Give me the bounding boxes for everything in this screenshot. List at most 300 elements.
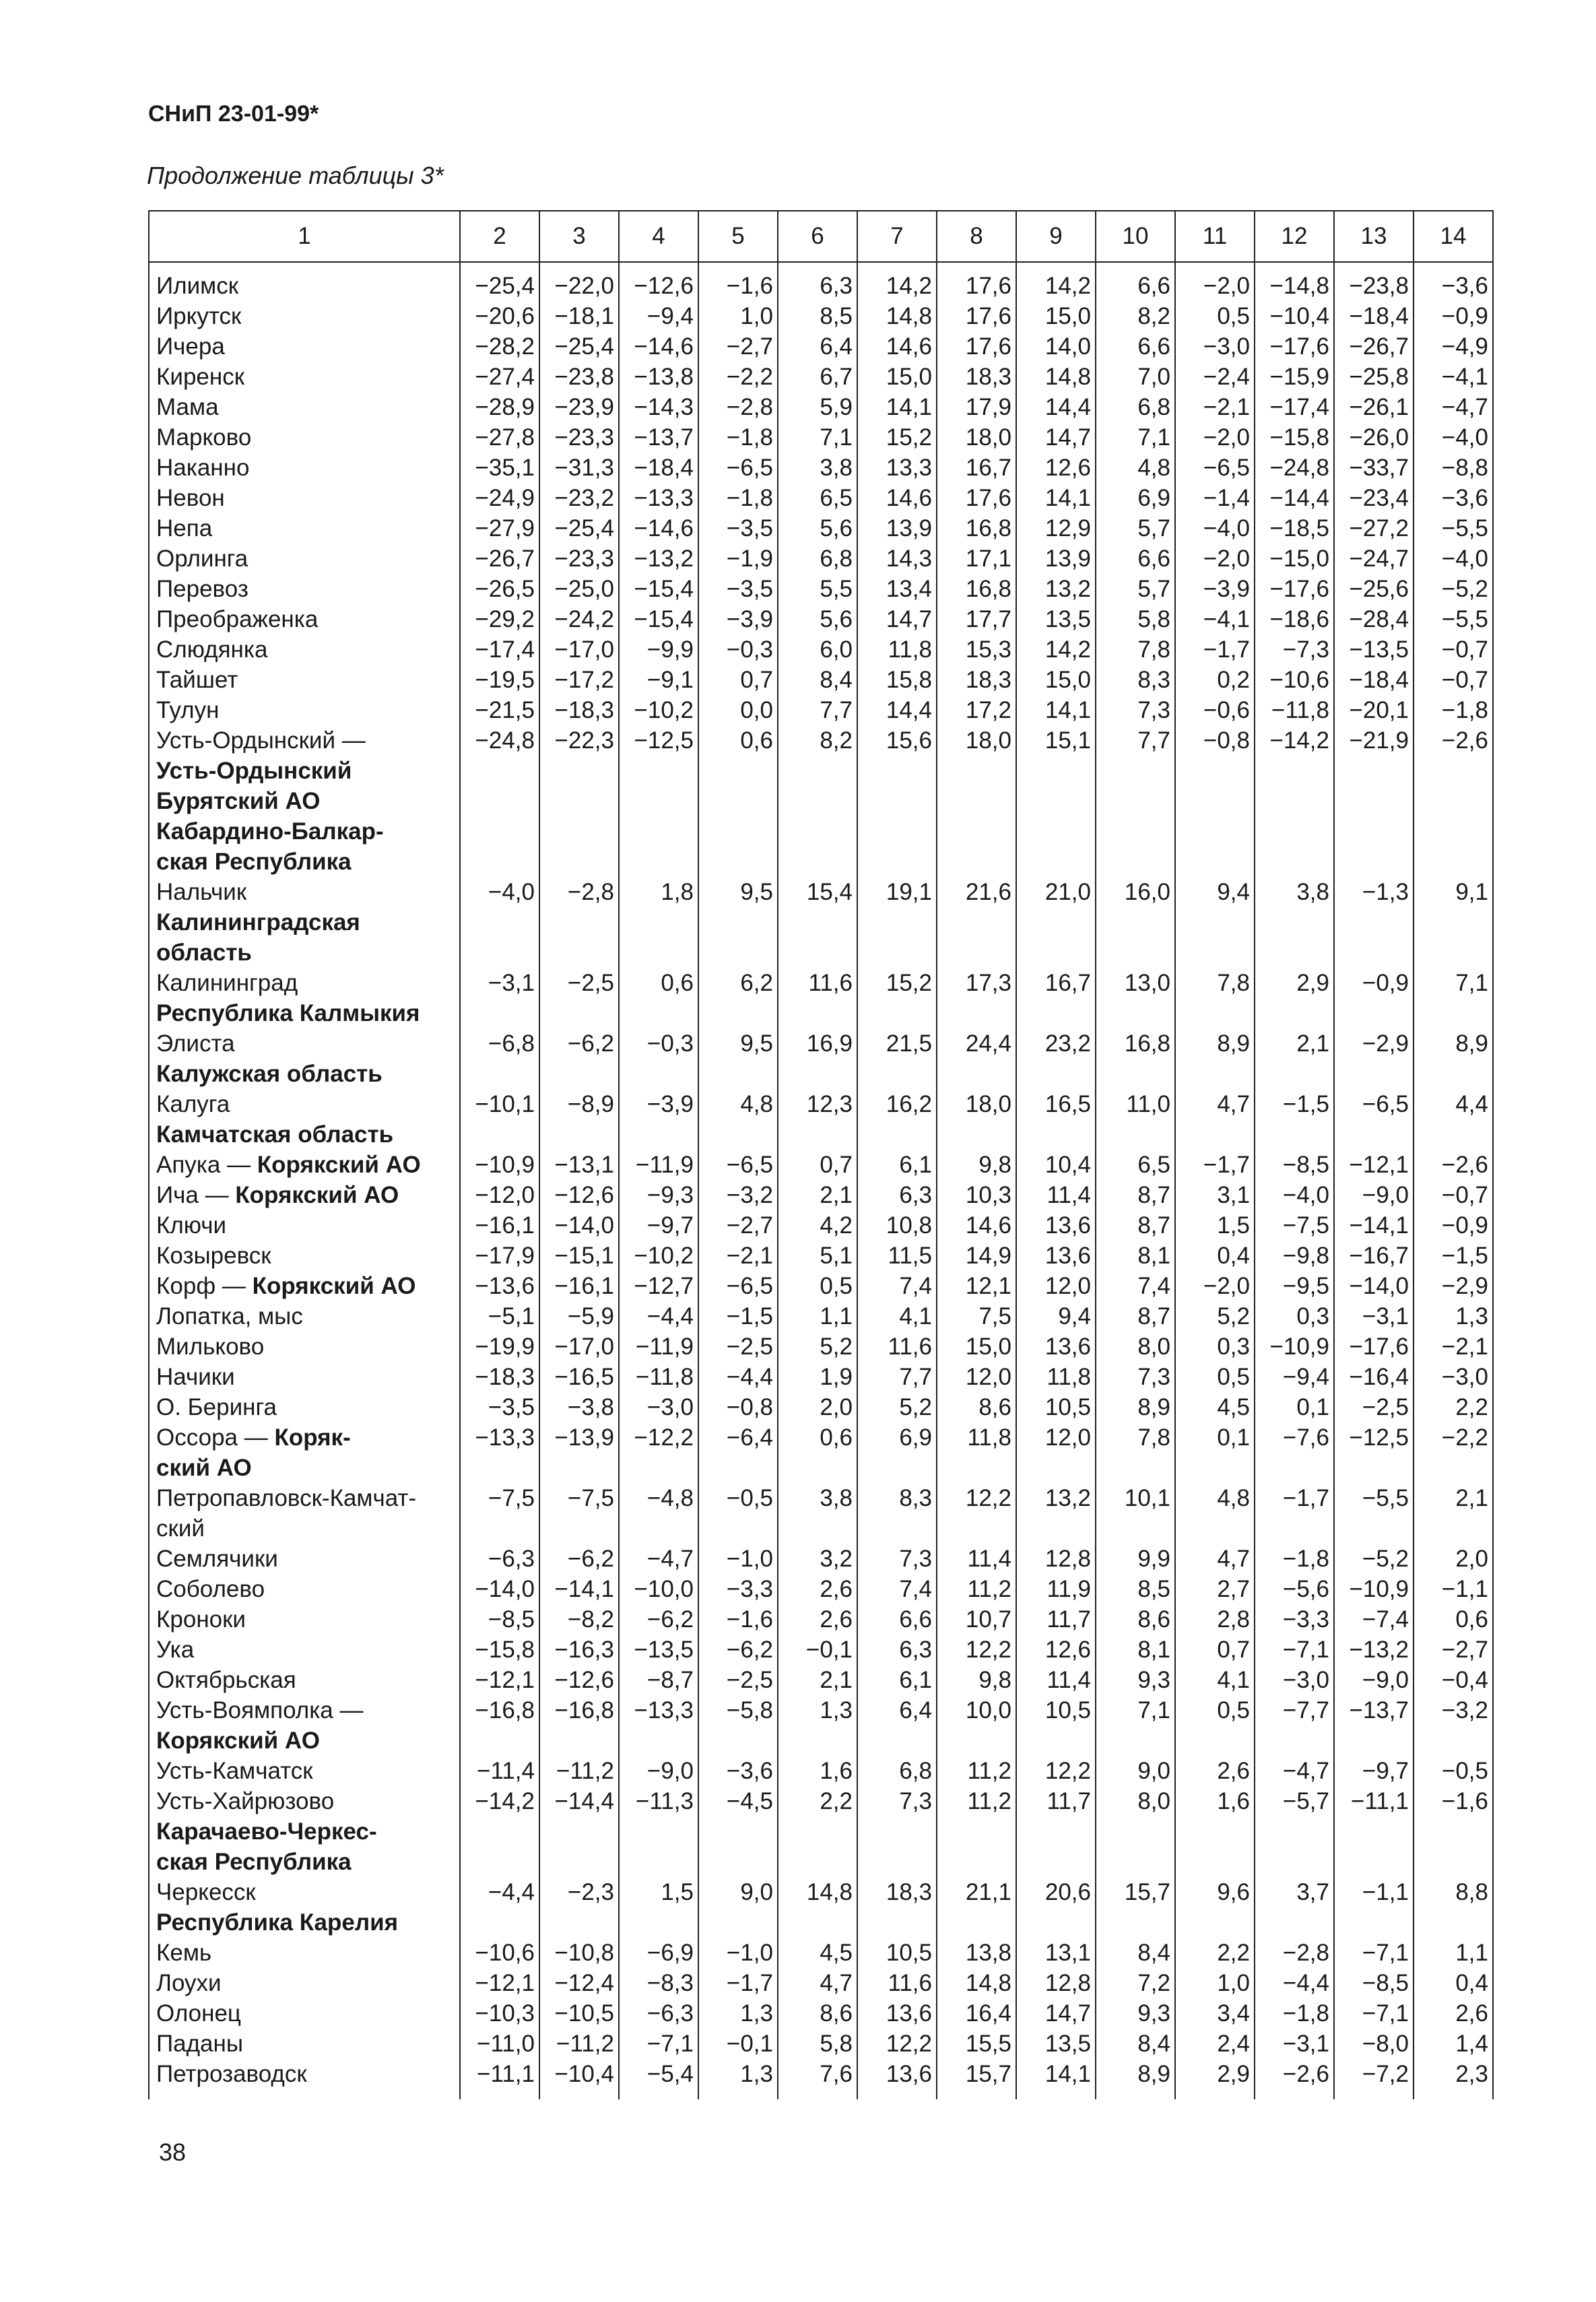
- value-cell-col-12: −5,6: [1255, 1574, 1334, 1604]
- value-cell-col-6: 1,9: [778, 1362, 857, 1392]
- value-cell-col-10: 6,9: [1096, 483, 1175, 513]
- value-cell-col-11: −1,7: [1175, 634, 1255, 665]
- climate-table-container: [148, 210, 1492, 2113]
- value-cell-col-4: −9,4: [619, 301, 698, 331]
- station-name: [149, 695, 460, 725]
- value-cell-col-2: [460, 1059, 539, 1089]
- value-cell-col-2: −15,8: [460, 1635, 539, 1665]
- value-cell-col-9: 15,0: [1016, 301, 1096, 331]
- value-cell-col-5: −4,4: [698, 1362, 778, 1392]
- value-cell-col-4: −12,2: [619, 1422, 698, 1453]
- value-cell-col-9: 15,0: [1016, 665, 1096, 695]
- station-name-text: Республика Карелия: [156, 1909, 399, 1936]
- table-row: [149, 1847, 1493, 1877]
- station-name-text: Октябрьская: [156, 1667, 296, 1693]
- value-cell-col-8: 17,2: [937, 695, 1016, 725]
- value-cell-col-2: −20,6: [460, 301, 539, 331]
- table-caption: Продолжение таблицы 3*: [147, 162, 444, 189]
- value-cell-col-5: −1,8: [698, 483, 778, 513]
- station-name-text: Киренск: [156, 364, 245, 390]
- value-cell-col-4: −8,3: [619, 1968, 698, 1998]
- station-name-text: Ключи: [156, 1212, 227, 1239]
- value-cell-col-7: 6,8: [857, 1756, 937, 1786]
- value-cell-col-4: [619, 816, 698, 847]
- value-cell-col-8: [937, 756, 1016, 786]
- value-cell-col-5: [698, 1059, 778, 1089]
- value-cell-col-13: −6,5: [1334, 1089, 1414, 1119]
- value-cell-col-10: 7,8: [1096, 634, 1175, 665]
- value-cell-col-8: 16,8: [937, 513, 1016, 544]
- value-cell-col-11: 0,5: [1175, 1362, 1255, 1392]
- value-cell-col-8: [937, 1119, 1016, 1150]
- value-cell-col-9: 12,6: [1016, 1635, 1096, 1665]
- station-name-text: Лоухи: [156, 1970, 222, 1996]
- value-cell-col-2: −24,8: [460, 725, 539, 756]
- value-cell-col-8: 13,8: [937, 1938, 1016, 1968]
- value-cell-col-12: −4,0: [1255, 1180, 1334, 1210]
- value-cell-col-4: −0,3: [619, 1028, 698, 1059]
- table-row: [149, 634, 1493, 665]
- table-row: [149, 665, 1493, 695]
- value-cell-col-11: 4,8: [1175, 1483, 1255, 1513]
- value-cell-col-5: [698, 847, 778, 877]
- value-cell-col-3: −23,9: [539, 392, 619, 422]
- value-cell-col-8: 12,2: [937, 1635, 1016, 1665]
- value-cell-col-10: [1096, 1119, 1175, 1150]
- value-cell-col-5: [698, 1119, 778, 1150]
- value-cell-col-9: 11,9: [1016, 1574, 1096, 1604]
- value-cell-col-10: 7,1: [1096, 422, 1175, 453]
- value-cell-col-2: −28,2: [460, 331, 539, 362]
- value-cell-col-6: 0,7: [778, 1150, 857, 1180]
- value-cell-col-10: 9,9: [1096, 1544, 1175, 1574]
- value-cell-col-2: −21,5: [460, 695, 539, 725]
- value-cell-col-5: −2,1: [698, 1241, 778, 1271]
- value-cell-col-6: 2,2: [778, 1786, 857, 1816]
- column-header-3: 3: [539, 211, 619, 262]
- value-cell-col-5: −2,8: [698, 392, 778, 422]
- value-cell-col-10: 7,2: [1096, 1968, 1175, 1998]
- value-cell-col-2: [460, 847, 539, 877]
- station-name: [149, 1847, 460, 1877]
- value-cell-col-13: −1,1: [1334, 1877, 1414, 1907]
- value-cell-col-11: [1175, 1725, 1255, 1756]
- value-cell-col-12: [1255, 938, 1334, 968]
- column-header-10: 10: [1096, 211, 1175, 262]
- table-row: [149, 1422, 1493, 1453]
- value-cell-col-9: 14,2: [1016, 262, 1096, 301]
- value-cell-col-14: −4,7: [1414, 392, 1493, 422]
- value-cell-col-9: 11,4: [1016, 1180, 1096, 1210]
- table-row: [149, 1210, 1493, 1241]
- value-cell-col-3: −3,8: [539, 1392, 619, 1422]
- value-cell-col-14: [1414, 1119, 1493, 1150]
- value-cell-col-2: −12,0: [460, 1180, 539, 1210]
- value-cell-col-8: [937, 1059, 1016, 1089]
- value-cell-col-9: 21,0: [1016, 877, 1096, 907]
- value-cell-col-9: 14,4: [1016, 392, 1096, 422]
- value-cell-col-11: [1175, 1847, 1255, 1877]
- station-name: [149, 665, 460, 695]
- value-cell-col-12: 2,9: [1255, 968, 1334, 998]
- value-cell-col-13: −12,1: [1334, 1150, 1414, 1180]
- value-cell-col-4: −13,5: [619, 1635, 698, 1665]
- station-name: [149, 1028, 460, 1059]
- value-cell-col-13: −24,7: [1334, 544, 1414, 574]
- value-cell-col-12: −3,3: [1255, 1604, 1334, 1635]
- value-cell-col-13: −9,0: [1334, 1180, 1414, 1210]
- value-cell-col-2: −3,5: [460, 1392, 539, 1422]
- value-cell-col-10: 8,7: [1096, 1301, 1175, 1331]
- value-cell-col-14: 1,3: [1414, 1301, 1493, 1331]
- station-name-text: Соболево: [156, 1576, 265, 1602]
- value-cell-col-5: −3,9: [698, 604, 778, 634]
- value-cell-col-4: −6,3: [619, 1998, 698, 2029]
- table-row: [149, 2029, 1493, 2059]
- value-cell-col-13: −13,5: [1334, 634, 1414, 665]
- value-cell-col-4: −12,5: [619, 725, 698, 756]
- value-cell-col-2: −11,0: [460, 2029, 539, 2059]
- value-cell-col-11: −1,7: [1175, 1150, 1255, 1180]
- value-cell-col-8: 11,8: [937, 1422, 1016, 1453]
- table-row: [149, 1968, 1493, 1998]
- station-name: [149, 362, 460, 392]
- value-cell-col-10: [1096, 938, 1175, 968]
- value-cell-col-9: 10,5: [1016, 1392, 1096, 1422]
- table-row: [149, 1907, 1493, 1938]
- value-cell-col-12: −2,8: [1255, 1938, 1334, 1968]
- value-cell-col-13: −13,2: [1334, 1635, 1414, 1665]
- value-cell-col-6: 1,1: [778, 1301, 857, 1331]
- value-cell-col-13: −23,8: [1334, 262, 1414, 301]
- value-cell-col-8: 10,3: [937, 1180, 1016, 1210]
- value-cell-col-4: [619, 1725, 698, 1756]
- value-cell-col-4: −8,7: [619, 1665, 698, 1695]
- station-name: [149, 998, 460, 1028]
- value-cell-col-4: −13,8: [619, 362, 698, 392]
- value-cell-col-10: 7,8: [1096, 1422, 1175, 1453]
- value-cell-col-7: [857, 1816, 937, 1847]
- value-cell-col-5: 9,0: [698, 1877, 778, 1907]
- value-cell-col-11: 9,4: [1175, 877, 1255, 907]
- value-cell-col-4: [619, 938, 698, 968]
- value-cell-col-5: −5,8: [698, 1695, 778, 1725]
- value-cell-col-12: [1255, 816, 1334, 847]
- value-cell-col-14: −8,8: [1414, 453, 1493, 483]
- value-cell-col-13: −0,9: [1334, 968, 1414, 998]
- station-name-text: Кемь: [156, 1940, 212, 1966]
- value-cell-col-8: 16,8: [937, 574, 1016, 604]
- value-cell-col-3: −23,2: [539, 483, 619, 513]
- value-cell-col-4: [619, 907, 698, 938]
- value-cell-col-4: [619, 756, 698, 786]
- value-cell-col-12: −8,5: [1255, 1150, 1334, 1180]
- station-name-text: Кабардино-Балкар-: [156, 818, 384, 845]
- station-name: [149, 1453, 460, 1483]
- value-cell-col-3: [539, 847, 619, 877]
- value-cell-col-12: −1,5: [1255, 1089, 1334, 1119]
- value-cell-col-6: 6,8: [778, 544, 857, 574]
- value-cell-col-14: −4,1: [1414, 362, 1493, 392]
- table-row: [149, 1362, 1493, 1392]
- value-cell-col-10: 8,9: [1096, 1392, 1175, 1422]
- value-cell-col-14: 2,0: [1414, 1544, 1493, 1574]
- station-name: [149, 262, 460, 301]
- value-cell-col-14: −1,8: [1414, 695, 1493, 725]
- value-cell-col-2: −18,3: [460, 1362, 539, 1392]
- table-row: [149, 695, 1493, 725]
- value-cell-col-5: 9,5: [698, 1028, 778, 1059]
- value-cell-col-6: −0,1: [778, 1635, 857, 1665]
- value-cell-col-9: [1016, 1907, 1096, 1938]
- value-cell-col-9: 12,8: [1016, 1968, 1096, 1998]
- value-cell-col-9: [1016, 786, 1096, 816]
- value-cell-col-13: [1334, 1513, 1414, 1544]
- value-cell-col-8: 11,4: [937, 1544, 1016, 1574]
- column-header-2: 2: [460, 211, 539, 262]
- value-cell-col-13: [1334, 816, 1414, 847]
- value-cell-col-7: [857, 756, 937, 786]
- value-cell-col-12: [1255, 1119, 1334, 1150]
- station-name-text: Нальчик: [156, 879, 247, 905]
- column-header-7: 7: [857, 211, 937, 262]
- value-cell-col-9: 13,2: [1016, 1483, 1096, 1513]
- table-row: [149, 331, 1493, 362]
- value-cell-col-5: −3,2: [698, 1180, 778, 1210]
- station-name-text: Наканно: [156, 455, 250, 481]
- value-cell-col-13: −33,7: [1334, 453, 1414, 483]
- station-name-text: Ича —: [156, 1182, 236, 1208]
- value-cell-col-7: 15,2: [857, 968, 937, 998]
- table-row: [149, 483, 1493, 513]
- value-cell-col-4: −18,4: [619, 453, 698, 483]
- value-cell-col-8: [937, 907, 1016, 938]
- value-cell-col-7: 12,2: [857, 2029, 937, 2059]
- value-cell-col-7: 11,6: [857, 1968, 937, 1998]
- value-cell-col-3: −22,3: [539, 725, 619, 756]
- station-name: [149, 1059, 460, 1089]
- value-cell-col-6: 5,6: [778, 604, 857, 634]
- value-cell-col-14: −3,6: [1414, 483, 1493, 513]
- value-cell-col-7: 14,2: [857, 262, 937, 301]
- value-cell-col-7: 7,3: [857, 1544, 937, 1574]
- value-cell-col-2: −13,3: [460, 1422, 539, 1453]
- station-name-text: Начики: [156, 1364, 235, 1390]
- value-cell-col-8: [937, 1453, 1016, 1483]
- value-cell-col-14: [1414, 756, 1493, 786]
- value-cell-col-14: [1414, 907, 1493, 938]
- station-name: [149, 816, 460, 847]
- value-cell-col-10: 8,0: [1096, 1786, 1175, 1816]
- value-cell-col-11: [1175, 938, 1255, 968]
- value-cell-col-5: −2,7: [698, 331, 778, 362]
- value-cell-col-4: −6,2: [619, 1604, 698, 1635]
- value-cell-col-3: −7,5: [539, 1483, 619, 1513]
- value-cell-col-5: −1,0: [698, 1544, 778, 1574]
- value-cell-col-11: [1175, 998, 1255, 1028]
- value-cell-col-6: [778, 998, 857, 1028]
- value-cell-col-9: [1016, 1816, 1096, 1847]
- value-cell-col-4: −11,3: [619, 1786, 698, 1816]
- value-cell-col-3: [539, 1119, 619, 1150]
- value-cell-col-4: −14,3: [619, 392, 698, 422]
- value-cell-col-13: [1334, 1453, 1414, 1483]
- value-cell-col-4: −10,2: [619, 1241, 698, 1271]
- value-cell-col-5: [698, 998, 778, 1028]
- value-cell-col-8: 18,0: [937, 725, 1016, 756]
- value-cell-col-5: [698, 816, 778, 847]
- value-cell-col-3: [539, 1816, 619, 1847]
- value-cell-col-13: −23,4: [1334, 483, 1414, 513]
- column-header-1: 1: [149, 211, 460, 262]
- table-row: [149, 1483, 1493, 1513]
- value-cell-col-11: 2,2: [1175, 1938, 1255, 1968]
- value-cell-col-2: −10,1: [460, 1089, 539, 1119]
- value-cell-col-5: −3,5: [698, 574, 778, 604]
- value-cell-col-5: 0,7: [698, 665, 778, 695]
- value-cell-col-4: −9,7: [619, 1210, 698, 1241]
- value-cell-col-4: 0,6: [619, 968, 698, 998]
- value-cell-col-5: −1,5: [698, 1301, 778, 1331]
- value-cell-col-10: 5,8: [1096, 604, 1175, 634]
- value-cell-col-10: 6,6: [1096, 544, 1175, 574]
- value-cell-col-9: 13,1: [1016, 1938, 1096, 1968]
- value-cell-col-12: [1255, 847, 1334, 877]
- value-cell-col-5: 0,6: [698, 725, 778, 756]
- value-cell-col-4: −13,2: [619, 544, 698, 574]
- value-cell-col-11: 4,1: [1175, 1665, 1255, 1695]
- value-cell-col-13: −7,2: [1334, 2059, 1414, 2099]
- value-cell-col-9: 12,6: [1016, 453, 1096, 483]
- value-cell-col-10: [1096, 1059, 1175, 1089]
- value-cell-col-6: 3,8: [778, 1483, 857, 1513]
- value-cell-col-7: 7,7: [857, 1362, 937, 1392]
- value-cell-col-2: −5,1: [460, 1301, 539, 1331]
- value-cell-col-7: 6,1: [857, 1150, 937, 1180]
- value-cell-col-12: −1,7: [1255, 1483, 1334, 1513]
- value-cell-col-7: 11,5: [857, 1241, 937, 1271]
- climate-table: [148, 210, 1494, 2099]
- value-cell-col-10: 16,8: [1096, 1028, 1175, 1059]
- value-cell-col-12: −7,6: [1255, 1422, 1334, 1453]
- value-cell-col-7: [857, 1847, 937, 1877]
- value-cell-col-11: 2,9: [1175, 2059, 1255, 2099]
- station-name: [149, 847, 460, 877]
- value-cell-col-9: 14,1: [1016, 695, 1096, 725]
- station-name: [149, 1635, 460, 1665]
- value-cell-col-8: 21,6: [937, 877, 1016, 907]
- value-cell-col-11: [1175, 907, 1255, 938]
- value-cell-col-12: −18,6: [1255, 604, 1334, 634]
- value-cell-col-5: [698, 938, 778, 968]
- station-name-text: Преображенка: [156, 606, 319, 632]
- value-cell-col-14: 8,8: [1414, 1877, 1493, 1907]
- value-cell-col-5: −1,6: [698, 1604, 778, 1635]
- value-cell-col-12: −7,1: [1255, 1635, 1334, 1665]
- station-name-text: Калининград: [156, 970, 298, 996]
- station-name: [149, 2029, 460, 2059]
- value-cell-col-3: −17,0: [539, 634, 619, 665]
- station-name-text: Черкесск: [156, 1879, 256, 1905]
- column-header-12: 12: [1255, 211, 1334, 262]
- station-name: [149, 1816, 460, 1847]
- value-cell-col-4: [619, 1907, 698, 1938]
- value-cell-col-9: [1016, 1725, 1096, 1756]
- value-cell-col-14: 2,2: [1414, 1392, 1493, 1422]
- value-cell-col-14: −4,0: [1414, 544, 1493, 574]
- value-cell-col-3: −8,9: [539, 1089, 619, 1119]
- value-cell-col-6: 8,4: [778, 665, 857, 695]
- station-name-text: Элиста: [156, 1030, 235, 1057]
- value-cell-col-6: [778, 786, 857, 816]
- value-cell-col-7: 15,2: [857, 422, 937, 453]
- value-cell-col-11: 0,5: [1175, 301, 1255, 331]
- value-cell-col-12: −15,8: [1255, 422, 1334, 453]
- value-cell-col-3: [539, 998, 619, 1028]
- value-cell-col-9: 13,5: [1016, 604, 1096, 634]
- table-row: [149, 513, 1493, 544]
- table-row: [149, 1786, 1493, 1816]
- value-cell-col-14: −2,6: [1414, 1150, 1493, 1180]
- value-cell-col-7: [857, 998, 937, 1028]
- value-cell-col-3: −12,6: [539, 1180, 619, 1210]
- value-cell-col-12: −7,7: [1255, 1695, 1334, 1725]
- value-cell-col-2: [460, 1453, 539, 1483]
- value-cell-col-3: −13,9: [539, 1422, 619, 1453]
- station-name: [149, 1604, 460, 1635]
- value-cell-col-6: [778, 1453, 857, 1483]
- value-cell-col-13: −13,7: [1334, 1695, 1414, 1725]
- value-cell-col-6: 8,2: [778, 725, 857, 756]
- value-cell-col-11: −2,0: [1175, 1271, 1255, 1301]
- station-name: [149, 513, 460, 544]
- value-cell-col-3: [539, 1907, 619, 1938]
- value-cell-col-2: −27,8: [460, 422, 539, 453]
- value-cell-col-5: −6,5: [698, 1150, 778, 1180]
- value-cell-col-11: 2,4: [1175, 2029, 1255, 2059]
- value-cell-col-14: −5,5: [1414, 513, 1493, 544]
- value-cell-col-5: [698, 1725, 778, 1756]
- value-cell-col-7: 14,7: [857, 604, 937, 634]
- value-cell-col-12: −10,9: [1255, 1331, 1334, 1362]
- value-cell-col-3: [539, 816, 619, 847]
- station-name-text: Невон: [156, 485, 225, 511]
- value-cell-col-2: −7,5: [460, 1483, 539, 1513]
- value-cell-col-13: [1334, 907, 1414, 938]
- value-cell-col-8: 16,7: [937, 453, 1016, 483]
- value-cell-col-7: [857, 907, 937, 938]
- value-cell-col-8: 18,0: [937, 1089, 1016, 1119]
- value-cell-col-6: 15,4: [778, 877, 857, 907]
- value-cell-col-3: −25,4: [539, 331, 619, 362]
- value-cell-col-3: [539, 1513, 619, 1544]
- value-cell-col-4: −11,9: [619, 1331, 698, 1362]
- value-cell-col-12: [1255, 1513, 1334, 1544]
- station-name: [149, 392, 460, 422]
- value-cell-col-2: [460, 938, 539, 968]
- value-cell-col-2: −27,4: [460, 362, 539, 392]
- value-cell-col-4: −13,3: [619, 483, 698, 513]
- value-cell-col-9: 12,0: [1016, 1422, 1096, 1453]
- value-cell-col-14: [1414, 998, 1493, 1028]
- value-cell-col-7: 6,4: [857, 1695, 937, 1725]
- value-cell-col-10: 8,7: [1096, 1180, 1175, 1210]
- station-name: [149, 453, 460, 483]
- value-cell-col-5: 1,3: [698, 1998, 778, 2029]
- value-cell-col-7: [857, 1513, 937, 1544]
- value-cell-col-14: −2,1: [1414, 1331, 1493, 1362]
- value-cell-col-9: 23,2: [1016, 1028, 1096, 1059]
